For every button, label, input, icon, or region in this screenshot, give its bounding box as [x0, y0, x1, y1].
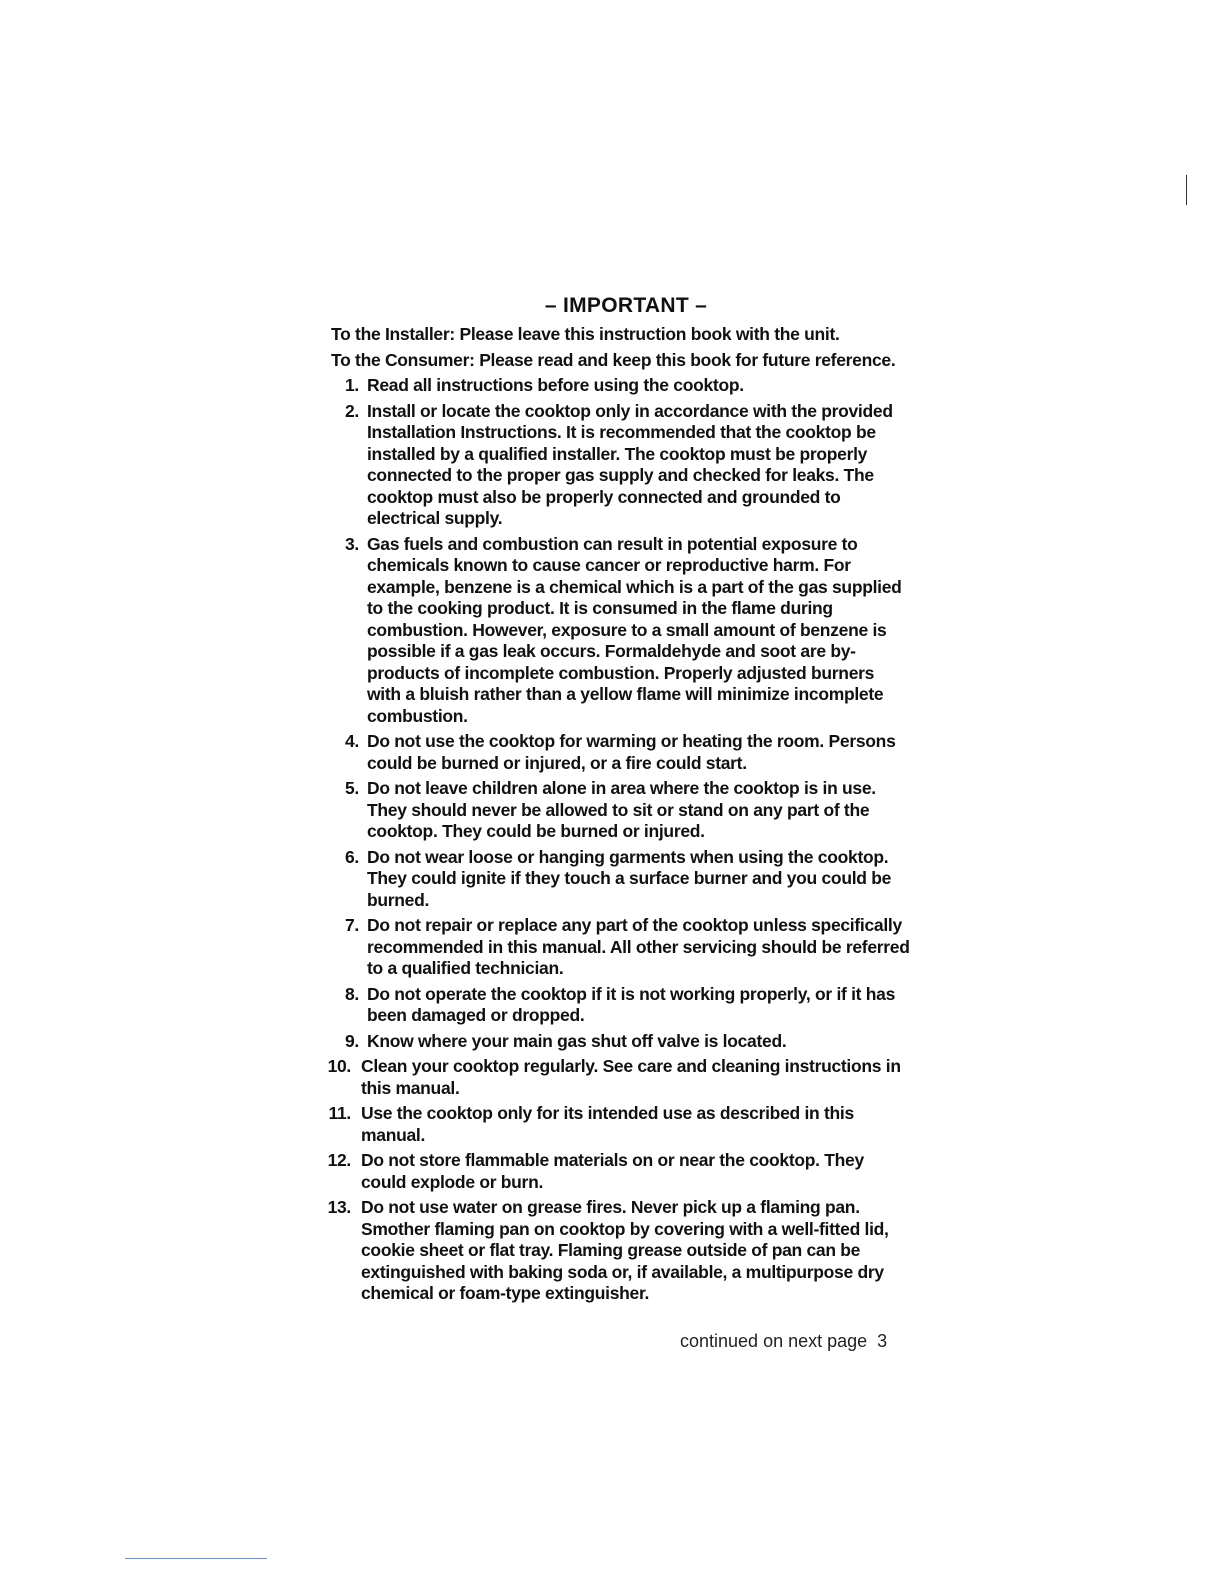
item-number: 2. [345, 400, 359, 421]
list-item [327, 1197, 911, 1305]
list-item [331, 778, 911, 843]
item-number: 13. [327, 1197, 351, 1217]
item-number: 4. [345, 731, 359, 751]
item-number: 3. [345, 533, 359, 554]
item-text: Clean your cooktop regularly. See care and cleaning instructions in this manual. [361, 1056, 901, 1098]
item-text: Do not use the cooktop for warming or heating the room. Persons could be burned or injured, or a fire could start. [367, 731, 896, 773]
list-item [327, 1150, 911, 1193]
item-number: 11. [328, 1103, 351, 1123]
list-item [331, 731, 911, 774]
safety-instructions-list [327, 375, 911, 1305]
list-item [331, 534, 911, 728]
list-item [331, 915, 911, 980]
list-item [331, 401, 911, 530]
scan-artifact-mark [1186, 175, 1187, 205]
list-item [331, 1031, 911, 1053]
page-content [327, 294, 911, 1309]
item-text: Know where your main gas shut off valve is located. [367, 1030, 787, 1051]
list-item [327, 1056, 911, 1099]
item-text: Gas fuels and combustion can result in potential exposure to chemicals known to cause cancer or reproductive harm. For example, benzene is a chemical which is a part of the gas supplied to the cooking product. It is consumed in the flame during combustion. However, exposure to a small amount of benzene is possible if a gas leak occurs. Formaldehyde and soot are by-products of incomplete combustion. Properly adjusted burners with a bluish rather than a yellow flame will minimize incomplete combustion. [367, 533, 902, 726]
list-item [331, 984, 911, 1027]
bottom-rule [125, 1558, 267, 1559]
continued-note: continued on next page [680, 1331, 868, 1351]
item-text: Do not wear loose or hanging garments when using the cooktop. They could ignite if they touch a surface burner and you could be burned. [367, 846, 892, 910]
item-text: Use the cooktop only for its intended use as described in this manual. [361, 1103, 854, 1145]
list-item [331, 847, 911, 912]
item-number: 10. [327, 1056, 351, 1076]
consumer-note: To the Consumer: Please read and keep this book for future reference. [331, 349, 896, 370]
item-number: 7. [345, 915, 359, 935]
page-number: 3 [877, 1331, 888, 1351]
item-number: 12. [327, 1150, 351, 1170]
installer-note: To the Installer: Please leave this instruction book with the unit. [331, 324, 840, 344]
page-heading: – IMPORTANT – [544, 294, 708, 317]
item-text: Do not leave children alone in area where the cooktop is in use. They should never be allowed to sit or stand on any part of the cooktop. They could be burned or injured. [367, 778, 876, 841]
item-number: 6. [345, 846, 359, 867]
item-text: Install or locate the cooktop only in accordance with the provided Installation Instructions. It is recommended that the cooktop be installed by a qualified installer. The cooktop must be properly connected to the proper gas supply and checked for leaks. The cooktop must also be properly connected and grounded to electrical supply. [367, 400, 893, 528]
item-text: Read all instructions before using the cooktop. [367, 375, 744, 395]
item-number: 5. [345, 778, 359, 798]
item-text: Do not use water on grease fires. Never pick up a flaming pan. Smother flaming pan on cooktop by covering with a well-fitted lid, cookie sheet or flat tray. Flaming grease outside of pan can be extinguished with baking soda or, if available, a multipurpose dry chemical or foam-type extinguisher. [361, 1197, 889, 1303]
page-footer [680, 1331, 887, 1352]
item-number: 8. [345, 983, 359, 1004]
item-number: 9. [345, 1030, 359, 1051]
item-text: Do not operate the cooktop if it is not working properly, or if it has been damaged or dropped. [367, 983, 896, 1025]
item-text: Do not repair or replace any part of the cooktop unless specifically recommended in this manual. All other servicing should be referred to a qualified technician. [367, 915, 910, 978]
item-text: Do not store flammable materials on or near the cooktop. They could explode or burn. [361, 1150, 864, 1192]
list-item [328, 1103, 911, 1146]
list-item [331, 375, 911, 397]
item-number: 1. [345, 375, 359, 395]
